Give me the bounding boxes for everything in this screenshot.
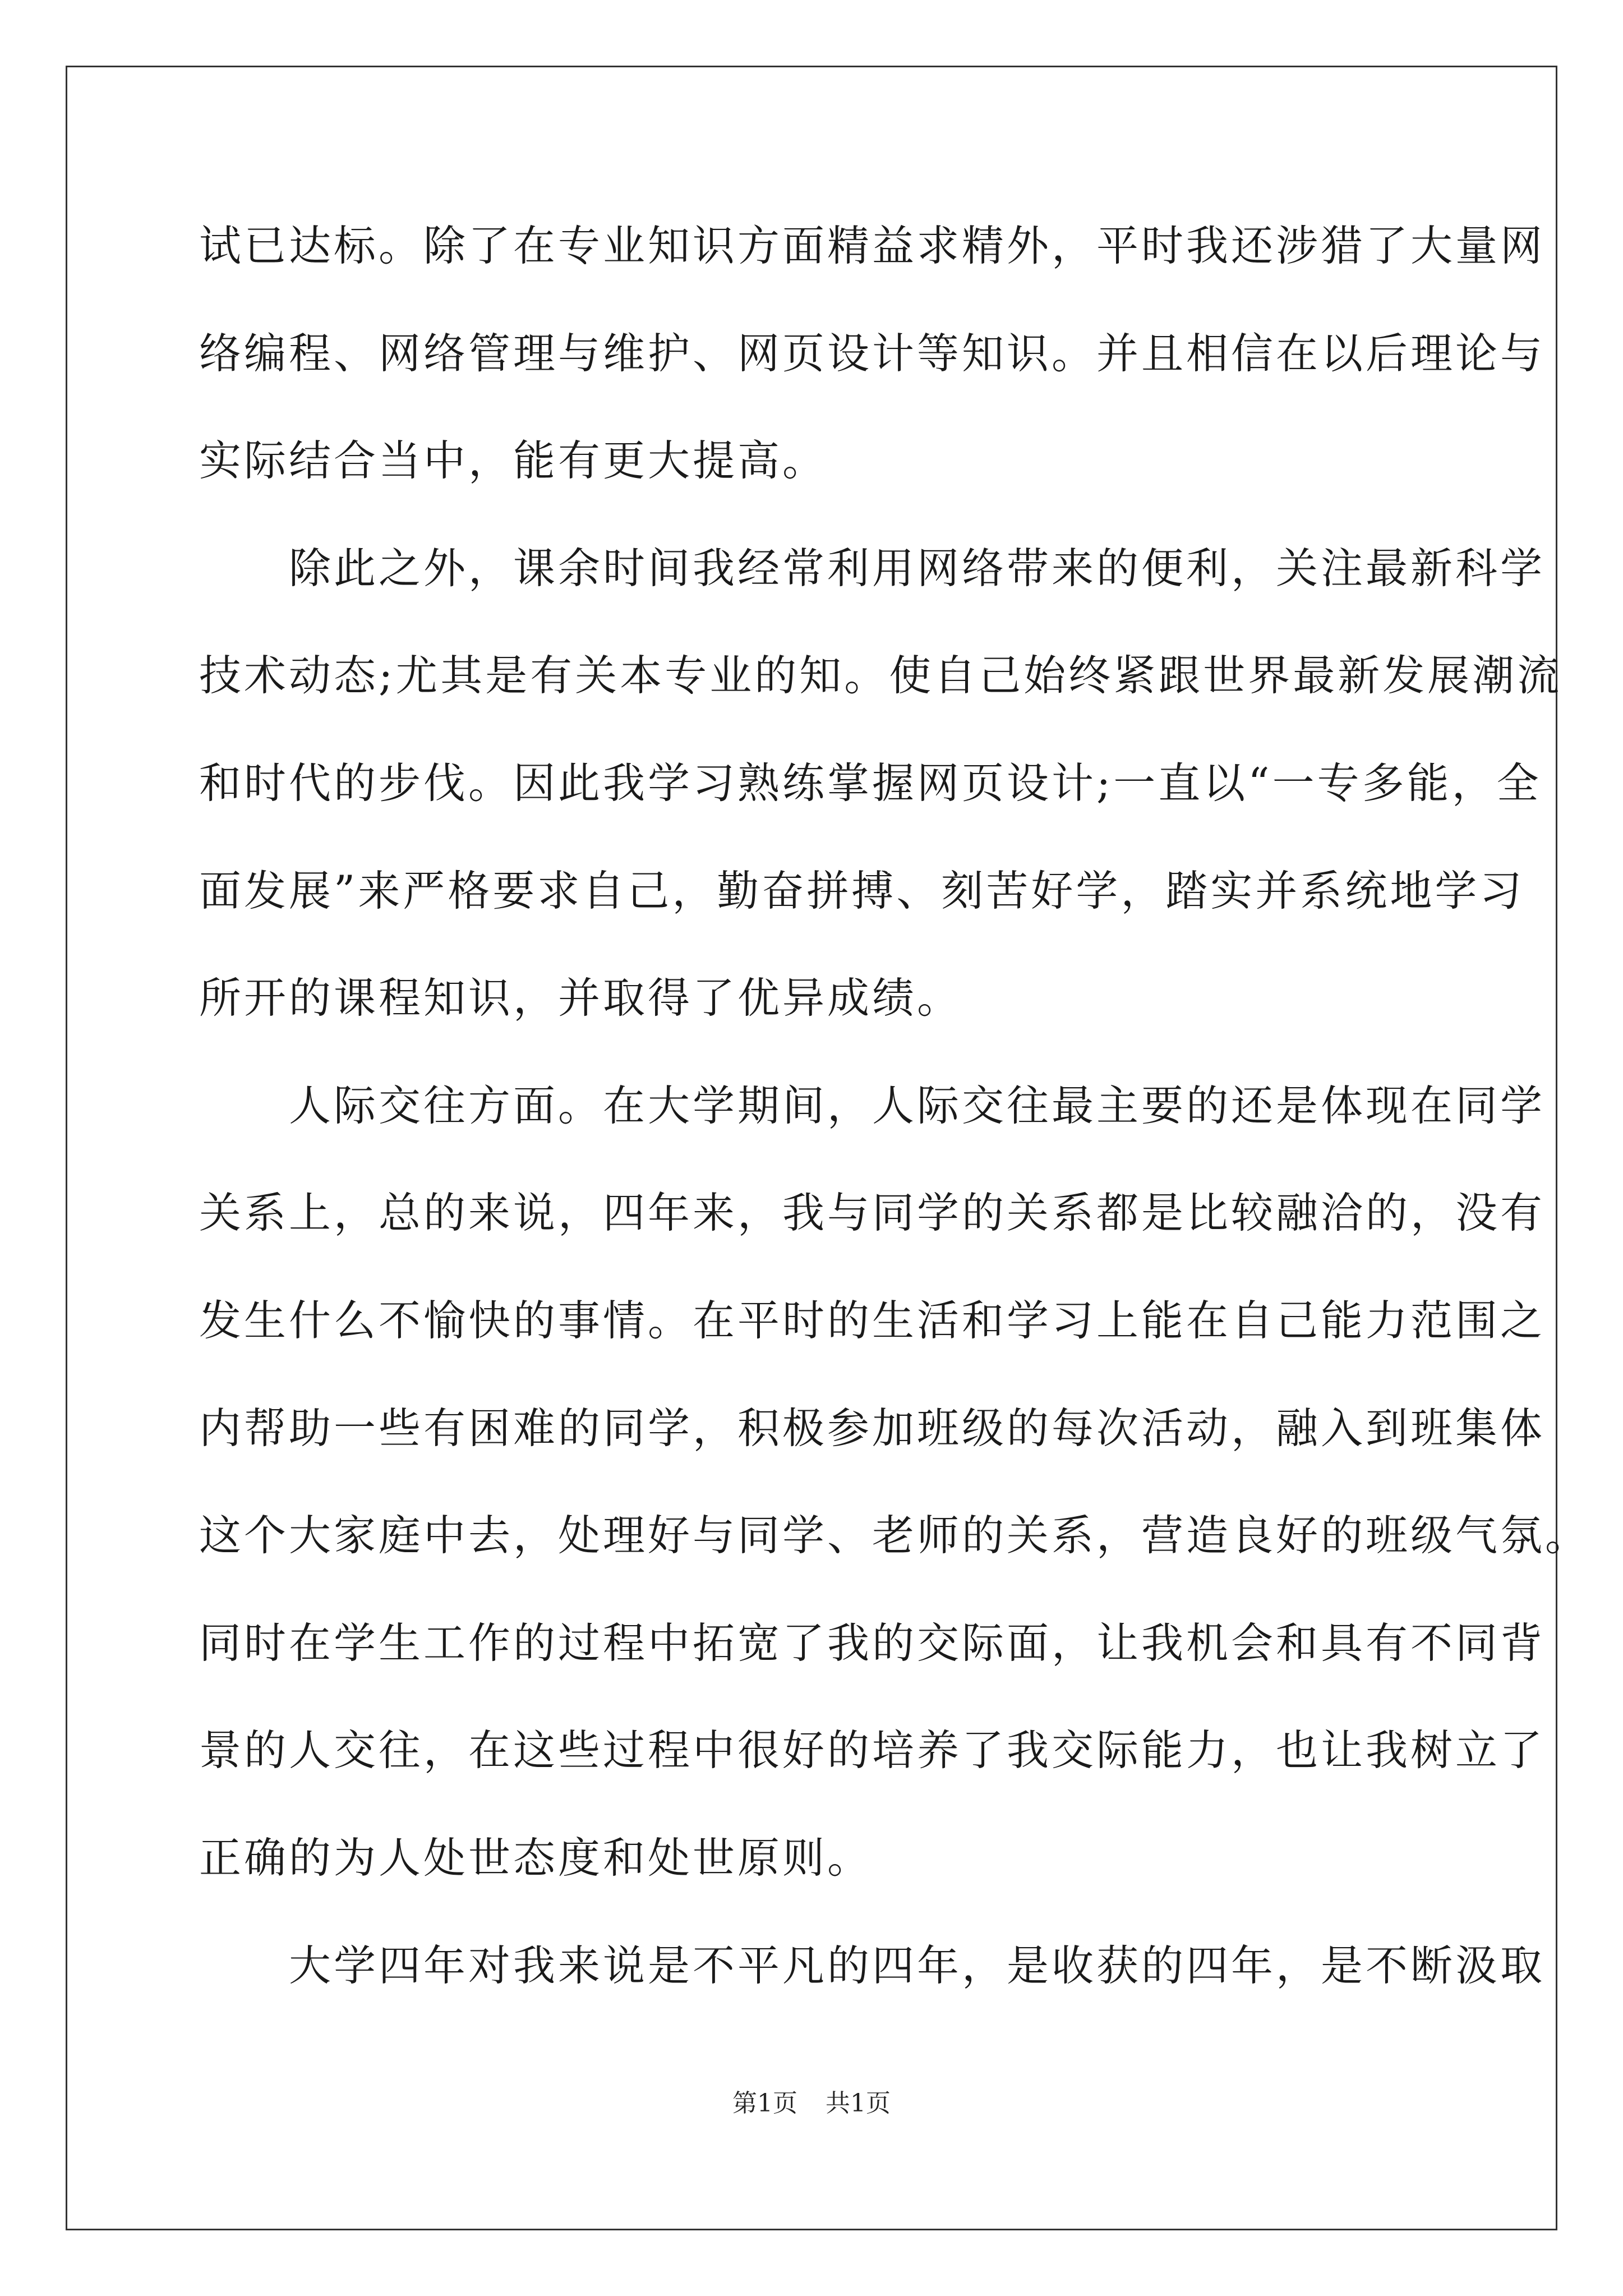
text-line: 关系上，总的来说，四年来，我与同学的关系都是比较融洽的，没有 (199, 1188, 1546, 1238)
text-line: 实际结合当中，能有更大提高。 (199, 436, 828, 486)
page-footer (0, 2087, 1623, 2120)
text-line: 和时代的步伐。因此我学习熟练掌握网页设计;一直以“一专多能，全 (199, 758, 1542, 808)
text-line: 所开的课程知识，并取得了优异成绩。 (199, 973, 962, 1023)
text-line: 发生什么不愉快的事情。在平时的生活和学习上能在自己能力范围之 (199, 1295, 1546, 1345)
text-line: 景的人交往，在这些过程中很好的培养了我交际能力，也让我树立了 (199, 1726, 1546, 1775)
text-line: 内帮助一些有困难的同学，积极参加班级的每次活动，融入到班集体 (199, 1403, 1546, 1453)
text-line: 这个大家庭中去，处理好与同学、老师的关系，营造良好的班级气氛。 (199, 1511, 1590, 1561)
text-line: 试已达标。除了在专业知识方面精益求精外，平时我还涉猎了大量网 (199, 221, 1546, 270)
text-line: 正确的为人处世态度和处世原则。 (199, 1833, 873, 1883)
text-line: 人际交往方面。在大学期间，人际交往最主要的还是体现在同学 (199, 1080, 1546, 1130)
page-number-total: 共1页 (826, 2089, 891, 2118)
text-line: 除此之外，课余时间我经常利用网络带来的便利，关注最新科学 (199, 543, 1546, 593)
text-line: 络编程、网络管理与维护、网页设计等知识。并且相信在以后理论与 (199, 328, 1546, 378)
text-line: 同时在学生工作的过程中拓宽了我的交际面，让我机会和具有不同背 (199, 1618, 1546, 1668)
text-line: 大学四年对我来说是不平凡的四年，是收获的四年，是不断汲取 (199, 1940, 1546, 1990)
page-number-current: 第1页 (732, 2089, 797, 2118)
text-line: 面发展”来严格要求自己，勤奋拼搏、刻苦好学，踏实并系统地学习 (199, 866, 1525, 915)
document-body (199, 206, 1590, 2033)
text-line: 技术动态;尤其是有关本专业的知。使自己始终紧跟世界最新发展潮流 (199, 651, 1562, 701)
